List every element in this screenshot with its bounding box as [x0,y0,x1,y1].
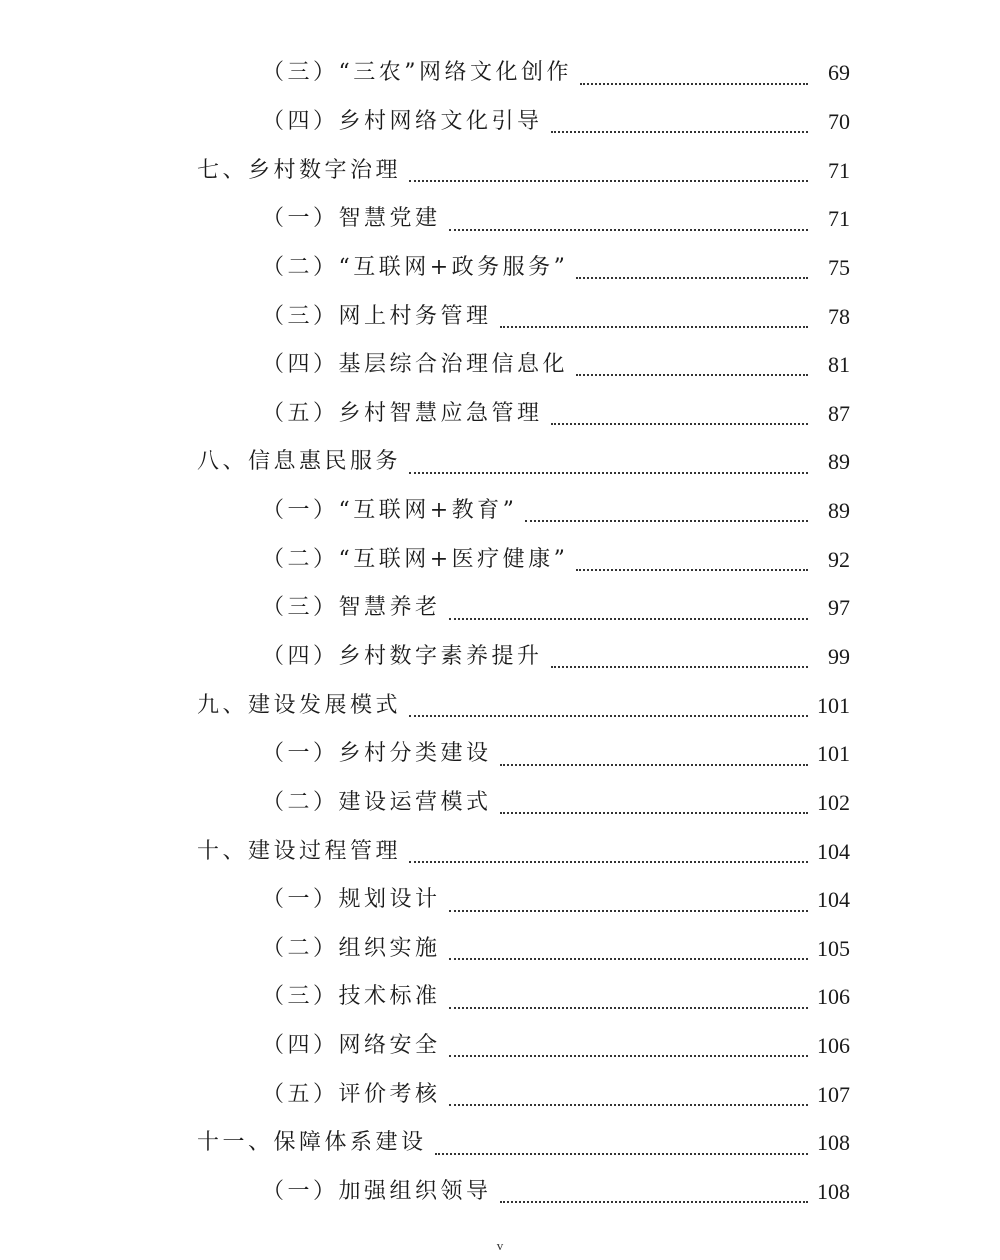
page-number: v [496,1238,504,1253]
dot-leader [500,811,808,814]
toc-entry-title: （五）乡村智慧应急管理 [262,400,543,426]
dot-leader [449,909,808,912]
toc-chapter-entry[interactable] [0,681,1000,730]
dot-leader [580,82,808,85]
toc-entry-page-number: 71 [828,206,850,232]
dot-leader [576,568,808,571]
toc-chapter-entry[interactable] [0,438,1000,487]
toc-entry-page-number: 102 [817,789,850,815]
toc-entry-page-number: 75 [828,254,850,280]
toc-entry-page-number: 89 [828,449,850,475]
toc-chapter-entry[interactable] [0,146,1000,195]
toc-entry-title: 十一、保障体系建设 [197,1130,427,1156]
dot-leader [449,1054,808,1057]
toc-entry-page-number: 104 [817,838,850,864]
toc-entry-title: （四）网络安全 [262,1033,441,1059]
toc-section-entry[interactable] [0,487,1000,536]
toc-chapter-entry[interactable] [0,1119,1000,1168]
toc-entry-page-number: 104 [817,887,850,913]
dot-leader [409,179,808,182]
toc-entry-title: （三）“三农”网络文化创作 [262,60,572,86]
toc-entry-page-number: 92 [828,546,850,572]
toc-entry-title: 九、建设发展模式 [197,692,402,718]
toc-entry-page-number: 101 [817,692,850,718]
toc-section-entry[interactable] [0,779,1000,828]
table-of-contents [0,49,1000,1216]
toc-section-entry[interactable] [0,341,1000,390]
dot-leader [435,1152,808,1155]
dot-leader [551,422,808,425]
toc-entry-page-number: 108 [817,1179,850,1205]
dot-leader [449,1103,808,1106]
toc-entry-title: 七、乡村数字治理 [197,157,402,183]
toc-entry-title: （四）乡村网络文化引导 [262,108,543,134]
toc-entry-title: （四）基层综合治理信息化 [262,352,569,378]
toc-section-entry[interactable] [0,535,1000,584]
toc-section-entry[interactable] [0,730,1000,779]
toc-section-entry[interactable] [0,584,1000,633]
toc-entry-title: （一）智慧党建 [262,206,441,232]
dot-leader [449,617,808,620]
toc-section-entry[interactable] [0,49,1000,98]
dot-leader [551,130,808,133]
toc-entry-page-number: 78 [828,303,850,329]
toc-entry-title: （一）乡村分类建设 [262,741,492,767]
toc-section-entry[interactable] [0,195,1000,244]
toc-entry-page-number: 105 [817,935,850,961]
toc-entry-title: 八、信息惠民服务 [197,449,402,475]
toc-section-entry[interactable] [0,1022,1000,1071]
toc-entry-title: （一）“互联网+教育” [262,498,518,524]
dot-leader [449,228,808,231]
dot-leader [409,860,808,863]
toc-chapter-entry[interactable] [0,827,1000,876]
toc-entry-title: （一）加强组织领导 [262,1179,492,1205]
toc-entry-page-number: 106 [817,984,850,1010]
dot-leader [500,763,808,766]
toc-entry-title: （五）评价考核 [262,1081,441,1107]
toc-entry-title: 十、建设过程管理 [197,838,402,864]
dot-leader [500,325,808,328]
toc-section-entry[interactable] [0,633,1000,682]
toc-section-entry[interactable] [0,973,1000,1022]
toc-entry-title: （三）网上村务管理 [262,303,492,329]
dot-leader [551,665,808,668]
toc-entry-page-number: 108 [817,1130,850,1156]
toc-section-entry[interactable] [0,876,1000,925]
toc-entry-page-number: 99 [828,644,850,669]
toc-entry-title: （二）建设运营模式 [262,789,492,815]
toc-entry-title: （一）规划设计 [262,887,441,913]
dot-leader [409,471,808,474]
dot-leader [576,373,808,376]
toc-entry-page-number: 97 [828,595,850,621]
toc-section-entry[interactable] [0,292,1000,341]
toc-entry-title: （二）组织实施 [262,935,441,961]
toc-entry-page-number: 71 [828,157,850,183]
toc-entry-page-number: 107 [817,1081,850,1107]
toc-entry-page-number: 70 [828,108,850,134]
toc-entry-title: （四）乡村数字素养提升 [262,644,543,669]
toc-section-entry[interactable] [0,389,1000,438]
toc-entry-page-number: 69 [828,60,850,86]
toc-entry-title: （二）“互联网+医疗健康” [262,546,569,572]
dot-leader [576,276,808,279]
toc-entry-page-number: 87 [828,400,850,426]
toc-section-entry[interactable] [0,925,1000,974]
dot-leader [449,957,808,960]
toc-entry-title: （三）技术标准 [262,984,441,1010]
toc-entry-title: （三）智慧养老 [262,595,441,621]
toc-section-entry[interactable] [0,244,1000,293]
dot-leader [449,1006,808,1009]
toc-entry-page-number: 81 [828,352,850,378]
toc-section-entry[interactable] [0,98,1000,147]
dot-leader [409,714,808,717]
toc-entry-title: （二）“互联网+政务服务” [262,254,569,280]
toc-entry-page-number: 106 [817,1033,850,1059]
toc-section-entry[interactable] [0,1070,1000,1119]
dot-leader [525,519,808,522]
toc-entry-page-number: 89 [828,498,850,524]
toc-entry-page-number: 101 [817,741,850,767]
toc-section-entry[interactable] [0,1168,1000,1217]
dot-leader [500,1200,808,1203]
